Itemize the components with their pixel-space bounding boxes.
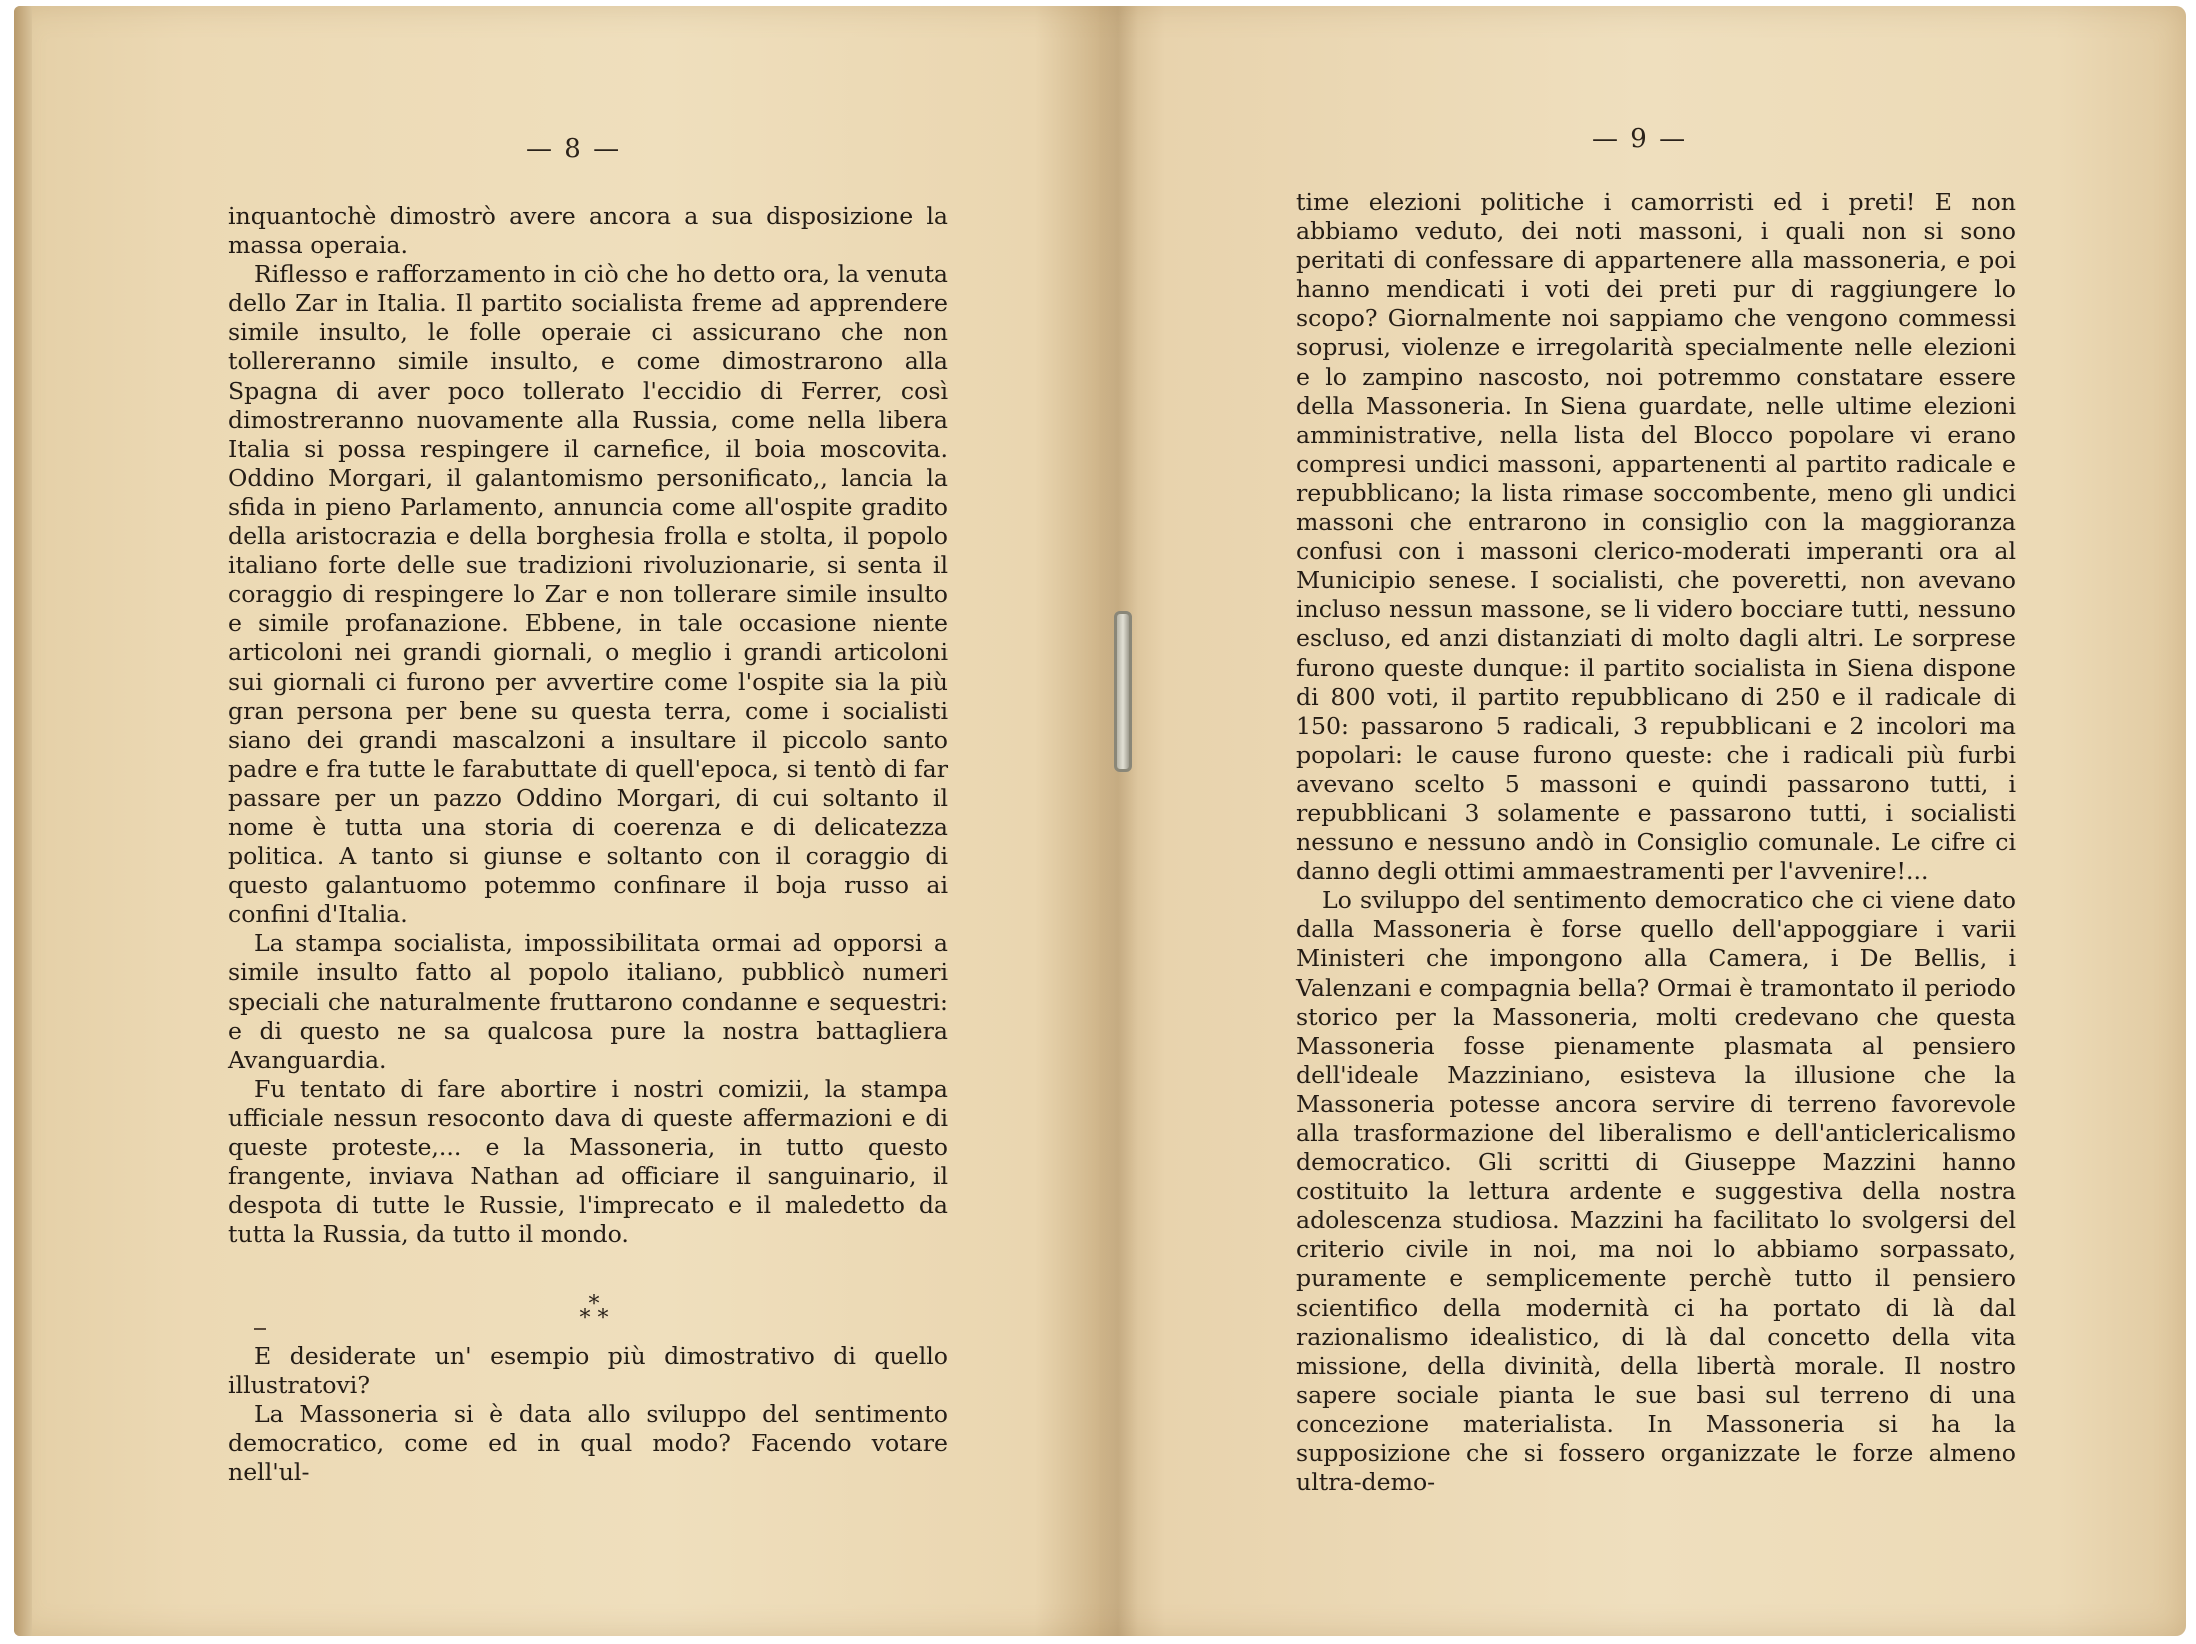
left-page-number: — 8 — [526,134,622,164]
left-paragraph-4: Fu tentato di fare abortire i nostri comizii, la stampa ufficiale nessun resoconto dava di queste affermazioni e di queste proteste,... e la Massoneria, in tutto questo frangente, inviava Nathan ad officiare il sanguinario, il despota di tutte le Russie, l'imprecato e il maledetto da tutta la Russia, da tutto il mondo. [228,1074,948,1249]
book-spine-edge [14,6,32,1636]
left-paragraph-2: Riflesso e rafforzamento in ciò che ho detto ora, la venuta dello Zar in Italia. Il partito socialista freme ad apprendere simile insulto, le folle operaie ci assicurano che non tollereranno simile insulto, e come dimostrarono alla Spagna di aver poco tollerato l'eccidio di Ferrer, così dimostreranno nuovamente alla Russia, come nella libera Italia si possa respingere il carnefice, il boia moscovita. Oddino Morgari, il galantomismo personificato,, lancia la sfida in pieno Parlamento, annuncia come all'ospite gradito della aristocrazia e della borghesia frolla e stolta, il popolo italiano forte delle sue tradizioni rivoluzionarie, si senta il coraggio di respingere lo Zar e non tollerare simile insulto e simile profanazione. Ebbene, in tale occasione niente articoloni nei grandi giornali, o meglio i grandi articoloni sui giornali ci furono per avvertire come l'ospite sia la più gran persona per bene su questa terra, come i socialisti siano dei grandi mascalzoni a insultare il piccolo santo padre e fra tutte le farabuttate di quell'epoca, si tentò di far passare per un pazzo Oddino Morgari, di cui soltanto il nome è tutta una storia di coerenza e di delicatezza politica. A tanto si giunse e soltanto con il coraggio di questo galantuomo potemmo confinare il boja russo ai confini d'Italia. [228,260,948,929]
right-paragraph-2: Lo sviluppo del sentimento democratico che ci viene dato dalla Massoneria è forse quello dell'appoggiare i varii Ministeri che impongono alla Camera, i De Bellis, i Valenzani e compagnia bella? Ormai è tramontato il periodo storico per la Massoneria, molti credevano che questa Massoneria fosse pienamente plasmata al pensiero dell'ideale Mazziniano, esisteva la illusione che la Massoneria potesse ancora servire di terreno favorevole alla trasformazione del liberalismo e dell'anticlericalismo democratico. Gli scritti di Giuseppe Mazzini hanno costituito la lettura ardente e suggestiva della nostra adolescenza studiosa. Mazzini ha facilitato lo svolgersi del criterio civile in noi, ma noi lo abbiamo sorpassato, puramente e semplicemente perchè tutto il pensiero scientifico della modernità ci ha portato di là dal razionalismo idealistico, di là dal concetto della vita missione, della divinità, della libertà morale. Il nostro sapere sociale pianta le sue basi sul terreno di una concezione materialista. In Massoneria si ha la supposizione che si fossero organizzate le forze almeno ultra-demo- [1296,886,2016,1497]
left-paragraph-3: La stampa socialista, impossibilitata ormai ad opporsi a simile insulto fatto al popolo italiano, pubblicò numeri speciali che naturalmente fruttarono condanne e sequestri: e di questo ne sa qualcosa pure la nostra battagliera Avanguardia. [228,929,948,1074]
staple [1114,611,1132,772]
right-page-text [1296,188,2016,1497]
left-paragraph-5: E desiderate un' esempio più dimostrativo di quello illustratovi? [228,1342,948,1400]
asterism-separator: * * * [579,1292,609,1331]
section-dash [254,1328,266,1330]
left-paragraph-1: inquantochè dimostrò avere ancora a sua disposizione la massa operaia. [228,202,948,260]
center-fold [1098,6,1138,1636]
right-paragraph-1: time elezioni politiche i camorristi ed i preti! E non abbiamo veduto, dei noti massoni, i quali non si sono peritati di confessare di appartenere alla massoneria, e poi hanno mendicati i voti dei preti pur di raggiungere lo scopo? Giornalmente noi sappiamo che vengono commessi soprusi, violenze e irregolarità specialmente nelle elezioni e lo zampino nascosto, noi potremmo constatare essere della Massoneria. In Siena guardate, nelle ultime elezioni amministrative, nella lista del Blocco popolare vi erano compresi undici massoni, appartenenti al partito radicale e repubblicano; la lista rimase soccombente, meno gli undici massoni che entrarono in consiglio con la maggioranza confusi con i massoni clerico-moderati imperanti ora al Municipio senese. I socialisti, che poveretti, non avevano incluso nessun massone, se li videro bocciare tutti, nessuno escluso, ed anzi distanziati di molto dagli altri. Le sorprese furono queste dunque: il partito socialista in Siena dispone di 800 voti, il partito repubblicano di 250 e il radicale di 150: passarono 5 radicali, 3 repubblicani e 2 incolori ma popolari: le cause furono queste: che i radicali più furbi avevano scelto 5 massoni e quindi passarono tutti, i repubblicani 3 solamente e passarono tutti, i socialisti nessuno e nessuno andò in Consiglio comunale. Le cifre ci danno degli ottimi ammaestramenti per l'avvenire!... [1296,188,2016,886]
left-page-text [228,202,948,1249]
left-page-text-continued [228,1342,948,1487]
left-paragraph-6: La Massoneria si è data allo sviluppo del sentimento democratico, come ed in qual modo? Facendo votare nell'ul- [228,1400,948,1487]
right-page-number: — 9 — [1592,124,1688,154]
book-spread [14,6,2186,1636]
